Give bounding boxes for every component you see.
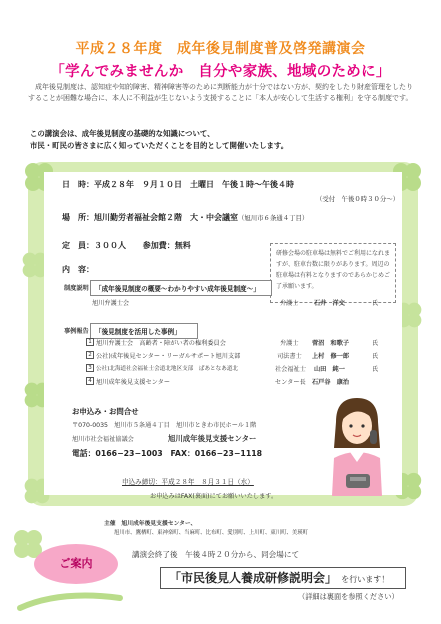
place-label: 場 所：	[62, 213, 94, 222]
contact-heading: お申込み・お問合せ	[72, 407, 139, 416]
lecture-section-label: 制度説明	[64, 285, 89, 292]
operator-illustration	[322, 392, 392, 496]
date-row	[62, 179, 294, 190]
case-org: 公社)成年後見センター・リーガルサポート旭川支部	[96, 353, 241, 360]
place-address: （旭川市６条通４丁目）	[238, 214, 309, 222]
cases-title: 「後見制度を活用した事例」	[90, 323, 198, 339]
lead-line-2: 市民・町民の皆さまに広く知っていただくことを目的として開催いたします。	[30, 141, 289, 150]
case-honorific: 氏	[372, 340, 379, 347]
case-org: 旭川弁護士会 高齢者・障がい者の権利委員会	[96, 340, 226, 347]
co-organizers: 旭川市、鷹栖町、東神楽町、当麻町、比布町、愛別町、上川町、東川町、美瑛町	[114, 530, 309, 536]
intro-paragraph: 成年後見制度は、認知症や知的障害、精神障害等のために判断能力が十分ではない方が、契約をしたり財産管理をしたりすることが困難な場合に、本人に不利益が生じないよう支援することに「本人が安心して生活する権利」を守る制度です。	[28, 83, 413, 102]
contact-org: 旭川市社会福祉協議会	[72, 436, 134, 443]
cases-section-label: 事例報告	[64, 328, 89, 335]
case-speaker: 上村 修一郎	[312, 353, 350, 360]
lecture-org: 旭川弁護士会	[92, 300, 130, 307]
lead-text	[30, 128, 420, 152]
case-speaker: 菅沼 和歌子	[312, 340, 350, 347]
host-organizer: 主催 旭川成年後見支援センター、	[104, 521, 197, 527]
case-number: 2	[86, 351, 94, 359]
announcement-details-note: （詳細は裏面を参照ください）	[298, 592, 399, 601]
date-label: 日 時：	[62, 180, 94, 189]
case-role: 司法書士	[277, 353, 302, 360]
case-number: 4	[86, 377, 94, 385]
place-row	[62, 212, 308, 223]
reception-time: （受付 午後０時３０分〜）	[316, 195, 400, 203]
place-value: 旭川勤労者福祉会館２階 大・中会議室	[94, 213, 238, 222]
case-number: 3	[86, 364, 94, 372]
parking-note: 研修会場の駐車場は無料でご利用になれますが、駐車台数に限りがあります。周辺の駐車場は有料となりますのであらかじめご了承願います。	[270, 243, 396, 303]
case-number: 1	[86, 338, 94, 346]
contact-address: 〒070-0035 旭川市５条通４丁目 旭川市ときわ市民ホール１階	[72, 422, 257, 429]
content-label: 内 容：	[62, 265, 94, 274]
capacity-row	[62, 240, 191, 251]
briefing-event-suffix: を行います！	[341, 575, 390, 584]
capacity-value: ３００人	[94, 241, 126, 250]
case-speaker: 石戸谷 康治	[312, 379, 350, 386]
case-role: 弁護士	[280, 340, 299, 347]
lecture-honorific: 氏	[372, 300, 379, 307]
contact-phone-fax: 電話：0166−23−1003 FAX：0166−23−1118	[72, 449, 263, 458]
fee-label: 参加費：	[142, 241, 175, 250]
contact-center: 旭川成年後見支援センター	[168, 434, 257, 443]
briefing-event-name: 「市民後見人養成研修説明会」	[169, 571, 338, 585]
lecture-title: 「成年後見制度の概要〜わかりやすい成年後見制度〜」	[90, 280, 272, 296]
lead-line-1: この講演会は、成年後見制度の基礎的な知識について、	[30, 129, 215, 138]
case-role: 社会福祉士	[275, 366, 306, 373]
lecture-role: 弁護士	[280, 300, 299, 307]
case-honorific: 氏	[372, 353, 379, 360]
fax-note: お申込みはFAX(裏面)にてお願いいたします。	[150, 493, 278, 500]
lecture-speaker: 石井 洋文	[314, 300, 345, 307]
date-value: 平成２８年 ９月１０日 土曜日 午後１時〜午後４時	[94, 180, 294, 189]
capacity-label: 定 員：	[62, 241, 94, 250]
case-role: センター長	[275, 379, 306, 386]
case-org: 旭川成年後見支援センター	[96, 379, 171, 386]
event-title-main: 平成２８年度 成年後見制度普及啓発講演会	[75, 41, 366, 57]
fee-value: 無料	[174, 241, 191, 250]
case-speaker: 山田 純一	[314, 366, 345, 373]
application-deadline: 申込み締切：平成２８年 ８月３１日（水）	[122, 478, 254, 486]
announcement-line-1: 講演会終了後 午後４時２０分から、同会場にて	[132, 550, 300, 559]
announcement-badge: ご案内	[34, 544, 118, 584]
case-honorific: 氏	[372, 366, 379, 373]
briefing-event-title	[160, 567, 406, 589]
event-title-sub: 「学んでみませんか 自分や家族、地域のために」	[50, 64, 391, 80]
case-org: 公社)北海道社会福祉士会道北地区支部 ぱあとなあ道北	[96, 366, 239, 372]
